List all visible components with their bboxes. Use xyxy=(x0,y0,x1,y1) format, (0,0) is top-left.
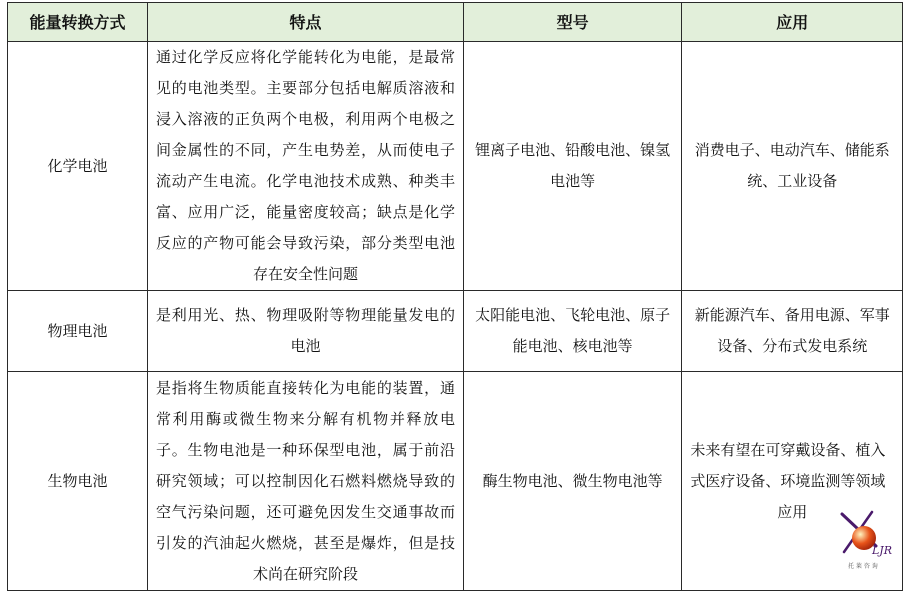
header-features: 特点 xyxy=(147,3,463,42)
cell-feature: 是指将生物质能直接转化为电能的装置，通常利用酶或微生物来分解有机物并释放电子。生物电池是一种环保型电池，属于前沿研究领域；可以控制因化石燃料燃烧导致的空气污染问题，还可避免因发生交通事故而引发的汽油起火燃烧，甚至是爆炸，但是技术尚在研究阶段 xyxy=(147,372,463,591)
cell-application: 消费电子、电动汽车、储能系统、工业设备 xyxy=(682,42,903,291)
cell-type: 物理电池 xyxy=(8,291,148,372)
cell-type: 化学电池 xyxy=(8,42,148,291)
table-row-bio-battery xyxy=(8,372,903,591)
header-applications: 应用 xyxy=(682,3,903,42)
cell-model: 酶生物电池、微生物电池等 xyxy=(463,372,681,591)
cell-application: 未来有望在可穿戴设备、植入式医疗设备、环境监测等领域应用 xyxy=(682,372,903,591)
table-header-row xyxy=(8,3,903,42)
header-models: 型号 xyxy=(463,3,681,42)
table-row-physical-battery xyxy=(8,291,903,372)
cell-application: 新能源汽车、备用电源、军事设备、分布式发电系统 xyxy=(682,291,903,372)
logo-letters: LJR xyxy=(872,544,892,557)
logo-caption: 托 莱 咨 询 xyxy=(848,563,878,570)
cell-feature: 是利用光、热、物理吸附等物理能量发电的电池 xyxy=(147,291,463,372)
cell-model: 锂离子电池、铅酸电池、镍氢电池等 xyxy=(463,42,681,291)
cell-type: 生物电池 xyxy=(8,372,148,591)
table-row-chemical-battery xyxy=(8,42,903,291)
battery-comparison-table xyxy=(7,2,903,591)
cell-model: 太阳能电池、飞轮电池、原子能电池、核电池等 xyxy=(463,291,681,372)
header-conversion-method: 能量转换方式 xyxy=(8,3,148,42)
company-logo xyxy=(836,508,908,572)
cell-feature: 通过化学反应将化学能转化为电能，是最常见的电池类型。主要部分包括电解质溶液和浸入溶液的正负两个电极，利用两个电极之间金属性的不同，产生电势差，从而使电子流动产生电流。化学电池技术成熟、种类丰富、应用广泛，能量密度较高；缺点是化学反应的产物可能会导致污染，部分类型电池存在安全性问题 xyxy=(147,42,463,291)
